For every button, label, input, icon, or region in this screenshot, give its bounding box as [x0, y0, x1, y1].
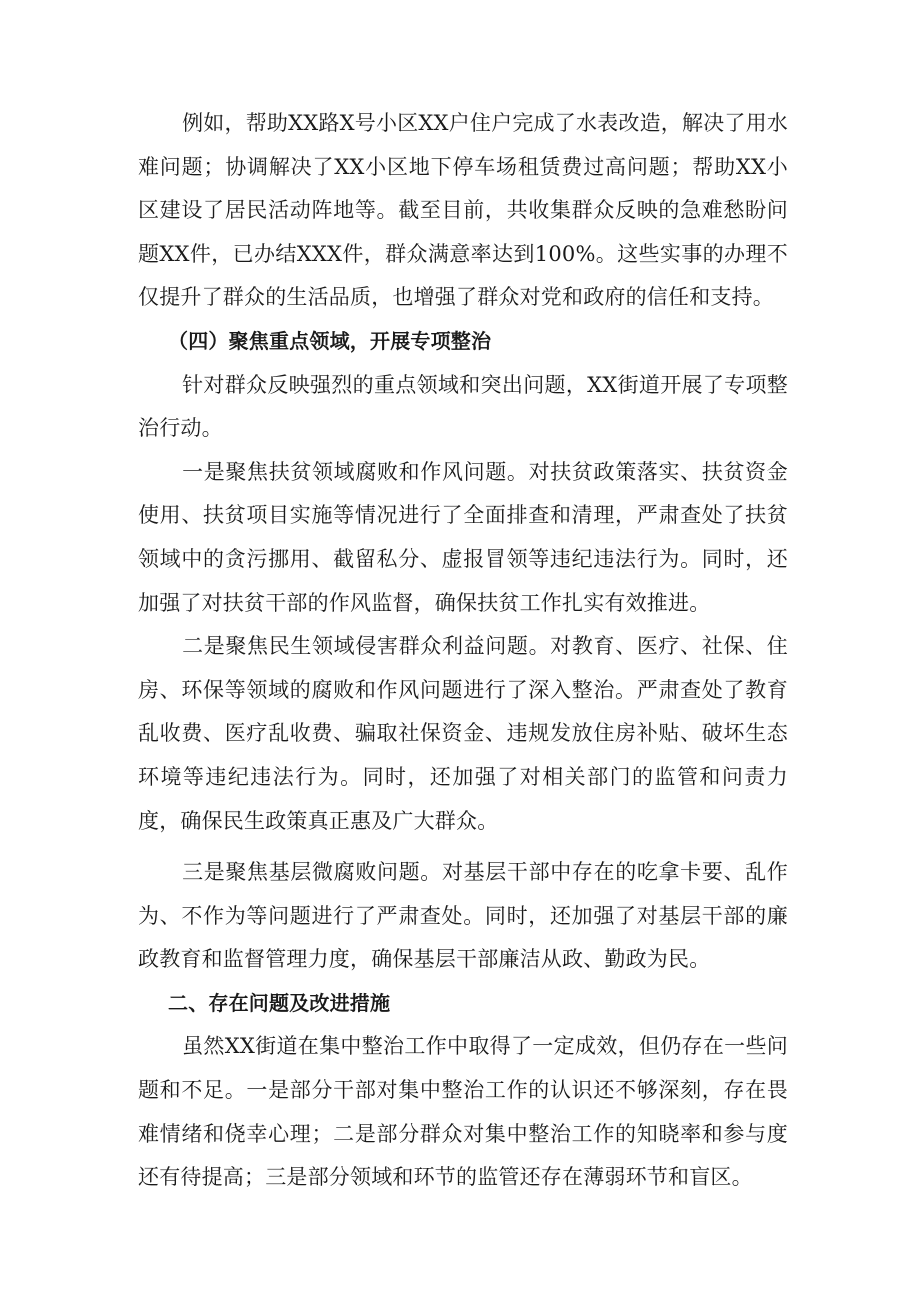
section-heading-special-rectification: （四）聚焦重点领域，开展专项整治 [168, 328, 492, 353]
paragraph-examples: 例如，帮助XX路X号小区XX户住户完成了水表改造，解决了用水难问题；协调解决了XX小区地下停车场租赁费过高问题；帮助XX小区建设了居民活动阵地等。截至目前，共收集群众反映的急难愁盼问题XX件，已办结XXX件，群众满意率达到100%。这些实事的办理不仅提升了群众的生活品质，也增强了群众对党和政府的信任和支持。 [138, 111, 788, 310]
document-body [138, 102, 788, 1200]
paragraph-grassroots-corruption: 三是聚焦基层微腐败问题。对基层干部中存在的吃拿卡要、乱作为、不作为等问题进行了严肃查处。同时，还加强了对基层干部的廉政教育和监督管理力度，确保基层干部廉洁从政、勤政为民。 [138, 860, 788, 972]
section-heading-problems-measures: 二、存在问题及改进措施 [168, 990, 391, 1015]
paragraph-problems: 虽然XX街道在集中整治工作中取得了一定成效，但仍存在一些问题和不足。一是部分干部对集中整治工作的认识还不够深刻，存在畏难情绪和侥幸心理；二是部分群众对集中整治工作的知晓率和参与度还有待提高；三是部分领域和环节的监管还存在薄弱环节和盲区。 [138, 1034, 788, 1190]
paragraph-livelihood: 二是聚焦民生领域侵害群众利益问题。对教育、医疗、社保、住房、环保等领域的腐败和作风问题进行了深入整治。严肃查处了教育乱收费、医疗乱收费、骗取社保资金、违规发放住房补贴、破坏生态环境等违纪违法行为。同时，还加强了对相关部门的监管和问责力度，确保民生政策真正惠及广大群众。 [138, 634, 788, 833]
paragraph-poverty-alleviation: 一是聚焦扶贫领域腐败和作风问题。对扶贫政策落实、扶贫资金使用、扶贫项目实施等情况进行了全面排查和清理，严肃查处了扶贫领域中的贪污挪用、截留私分、虚报冒领等违纪违法行为。同时，还加强了对扶贫干部的作风监督，确保扶贫工作扎实有效推进。 [138, 459, 788, 615]
paragraph-special-action-intro: 针对群众反映强烈的重点领域和突出问题，XX街道开展了专项整治行动。 [138, 372, 788, 441]
